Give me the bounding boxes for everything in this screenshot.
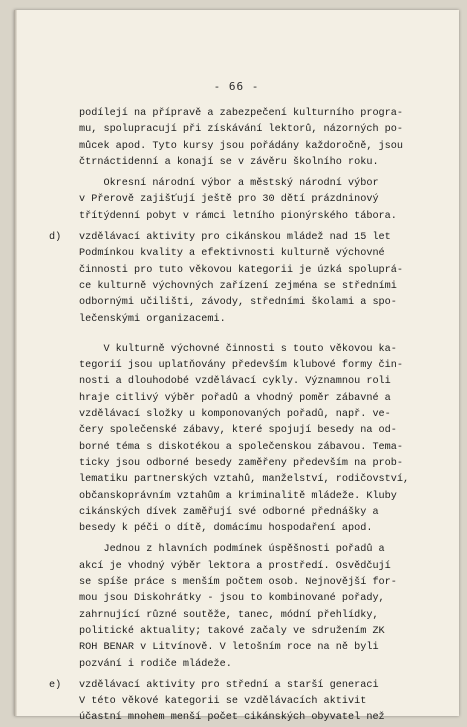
list-marker: d) — [49, 232, 62, 244]
text-line: činnosti pro tuto věkovou kategorii je úzká spoluprá- — [79, 264, 404, 276]
text-line: mu, spolupracují při získávání lektorů, názorných po- — [79, 124, 404, 136]
paragraph — [79, 342, 447, 538]
page-binding-edge — [14, 10, 17, 716]
text-line: můcek apod. Tyto kursy jsou pořádány každoročně, jsou — [79, 140, 404, 152]
text-line: Jednou z hlavních podmínek úspěšnosti pořadů a — [79, 544, 385, 556]
text-line: pozvání i rodiče mládeže. — [79, 658, 232, 670]
text-line: vzdělávací složky u komponovaných pořadů, např. ve- — [79, 409, 391, 421]
text-line: Podmínkou kvality a efektivnosti kulturně výchovné — [79, 248, 385, 260]
text-line: účastní mnohem menší počet cikánských obyvatel než — [79, 712, 385, 724]
page-body — [49, 106, 447, 727]
paragraph — [79, 176, 447, 225]
text-line: čtrnáctidenní a konají se v závěru školního roku. — [79, 156, 379, 168]
text-line: borné téma s diskotékou a společenskou zábavou. Tema- — [79, 441, 404, 453]
text-line: třítýdenní pobyt v rámci letního pionýrského tábora. — [79, 210, 397, 222]
text-line: občanskoprávním vztahům a kriminalitě mládeže. Kluby — [79, 490, 397, 502]
list-marker: e) — [49, 679, 62, 691]
text-line: mou jsou Diskohrátky - jsou to kombinované pořady, — [79, 593, 385, 605]
text-line: ticky jsou odborné besedy zaměřeny především na prob- — [79, 457, 404, 469]
text-line: besedy k péči o dítě, domácímu hospodaření apod. — [79, 523, 373, 535]
page-number: - 66 - — [213, 80, 260, 93]
text-line: lečenskými organizacemi. — [79, 313, 226, 325]
list-item — [49, 230, 447, 328]
text-line: politické aktuality; takové začaly ve sdružením ZK — [79, 625, 385, 637]
text-line: vzdělávací aktivity pro střední a starší generaci — [79, 679, 379, 691]
list-item — [49, 678, 447, 727]
text-line: odbornými učilišti, závody, středními školami a spo- — [79, 297, 397, 309]
text-line: ROH BENAR v Litvínově. V letošním roce na ně byli — [79, 642, 379, 654]
text-line: v Přerově zajišťují ještě pro 30 dětí prázdninový — [79, 194, 379, 206]
text-line: ce kulturně výchovných zařízení zejména se středními — [79, 280, 397, 292]
text-line: se spíše práce s menším počtem osob. Nejnovější for- — [79, 577, 397, 589]
text-line: akcí je vhodný výběr lektora a prostředí. Osvědčují — [79, 560, 391, 572]
text-line: lematiku partnerských vztahů, manželství, rodičovství, — [79, 474, 410, 486]
text-line: cikánských dívek zaměřují své odborné přednášky a — [79, 506, 379, 518]
text-line: podílejí na přípravě a zabezpečení kulturního progra- — [79, 108, 404, 119]
text-line: hraje citlivý výběr pořadů a vhodný poměr zábavné a — [79, 392, 391, 404]
text-line: V kulturně výchovné činnosti s touto věkovou ka- — [79, 343, 397, 355]
paragraph — [79, 106, 447, 171]
document-page — [14, 10, 459, 724]
text-line: nosti a dlouhodobé vzdělávací cykly. Významnou roli — [79, 376, 391, 388]
text-line: V této věkové kategorii se vzdělávacích aktivit — [79, 696, 367, 708]
text-line: zahrnující různé soutěže, tanec, módní přehlídky, — [79, 609, 379, 621]
text-line: Okresní národní výbor a městský národní výbor — [79, 178, 379, 190]
paragraph — [79, 542, 447, 672]
text-line: vzdělávací aktivity pro cikánskou mládež nad 15 let — [79, 232, 391, 244]
text-line: tegorií jsou uplatňovány především klubové formy čin- — [79, 360, 404, 372]
text-line: čery společenské zábavy, které spojují besedy na od- — [79, 425, 397, 437]
